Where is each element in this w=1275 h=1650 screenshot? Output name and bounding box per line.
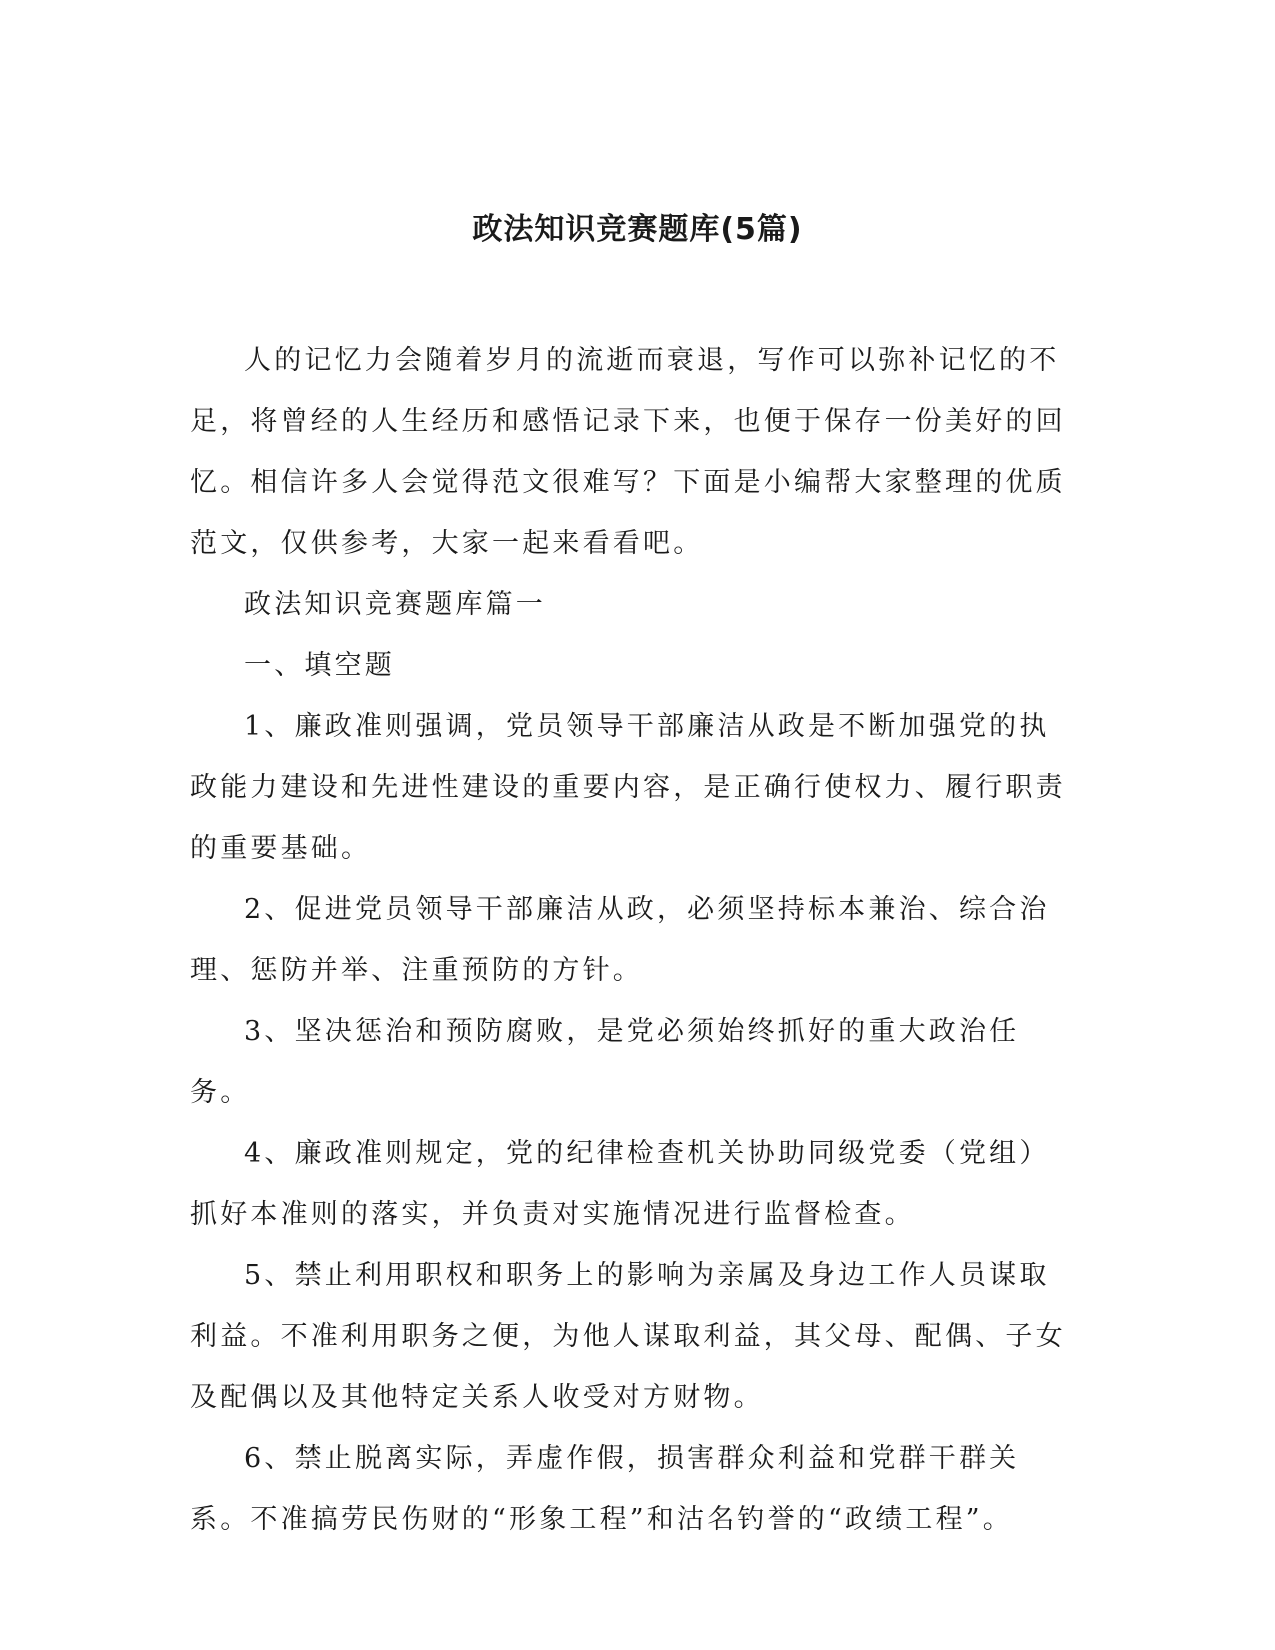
section-heading: 政法知识竞赛题库篇一 (244, 589, 546, 620)
question-item-2: 2、促进党员领导干部廉洁从政，必须坚持标本兼治、综合治理、惩防并举、注重预防的方针。 (190, 894, 1050, 986)
document-body (190, 330, 1070, 1550)
question-item-3: 3、坚决惩治和预防腐败，是党必须始终抓好的重大政治任务。 (190, 1016, 1020, 1108)
question-item-5: 5、禁止利用职权和职务上的影响为亲属及身边工作人员谋取利益。不准利用职务之便，为他人谋取利益，其父母、配偶、子女及配偶以及其他特定关系人收受对方财物。 (190, 1260, 1066, 1413)
question-item-4: 4、廉政准则规定，党的纪律检查机关协助同级党委（党组）抓好本准则的落实，并负责对实施情况进行监督检查。 (190, 1138, 1050, 1230)
question-item-1: 1、廉政准则强调，党员领导干部廉洁从政是不断加强党的执政能力建设和先进性建设的重要内容，是正确行使权力、履行职责的重要基础。 (190, 711, 1066, 864)
question-item-6: 6、禁止脱离实际，弄虚作假，损害群众利益和党群干群关系。不准搞劳民伤财的“形象工程”和沽名钓誉的“政绩工程”。 (190, 1443, 1020, 1535)
document-title: 政法知识竞赛题库(5篇) (472, 212, 803, 247)
subsection-heading: 一、填空题 (244, 650, 395, 681)
intro-paragraph: 人的记忆力会随着岁月的流逝而衰退，写作可以弥补记忆的不足，将曾经的人生经历和感悟记录下来，也便于保存一份美好的回忆。相信许多人会觉得范文很难写？下面是小编帮大家整理的优质范文，仅供参考，大家一起来看看吧。 (190, 345, 1066, 559)
